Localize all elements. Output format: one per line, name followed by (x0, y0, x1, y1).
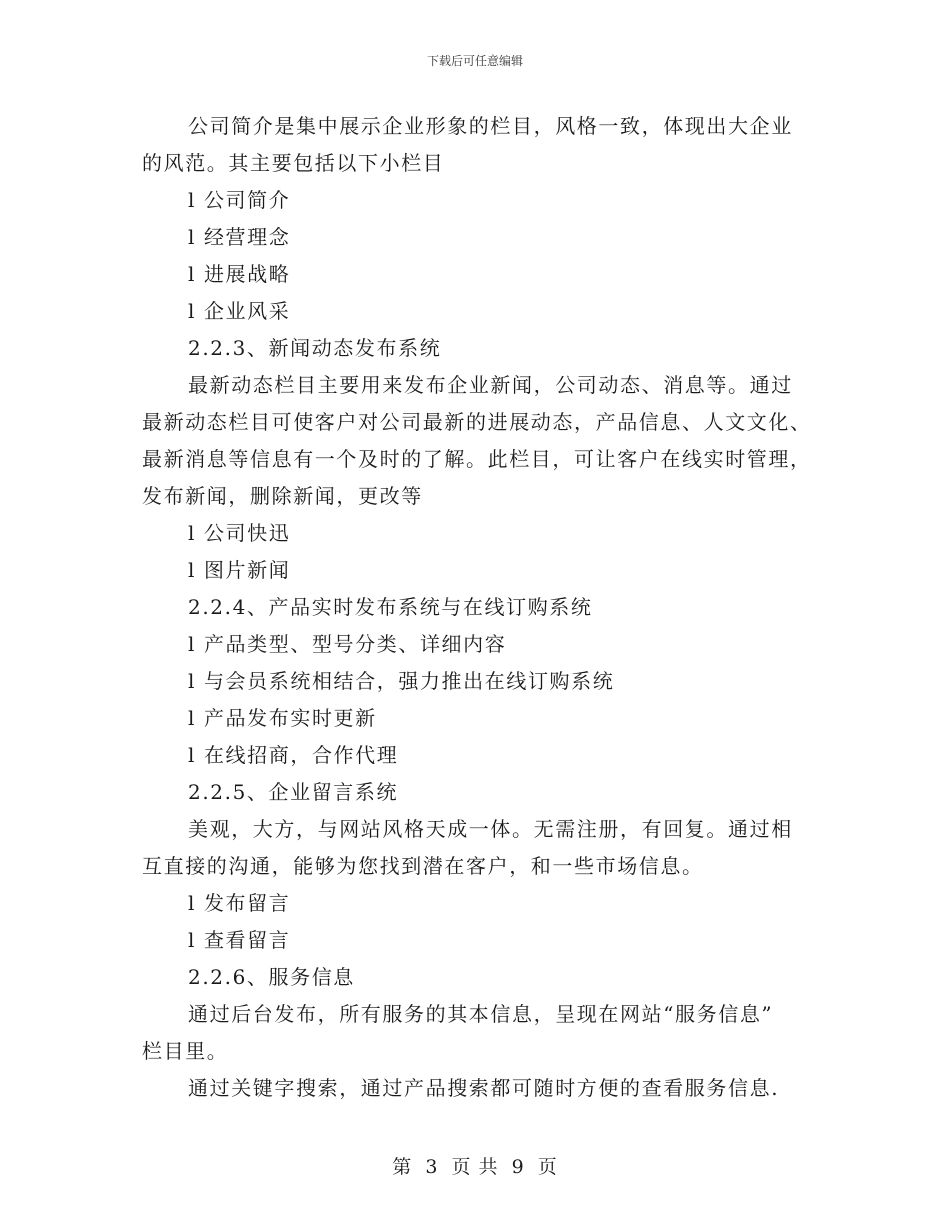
text-line: 美观，大方，与网站风格天成一体。无需注册，有回复。通过相 (188, 817, 793, 841)
text-line: 通过关键字搜索，通过产品搜索都可随时方便的查看服务信息. (188, 1076, 780, 1100)
footer-middle: 页 共 (451, 1156, 499, 1178)
footer-total-pages: 9 (511, 1156, 525, 1178)
text-line: 2.2.5、企业留言系统 (188, 780, 399, 804)
text-line: 2.2.3、新闻动态发布系统 (188, 336, 442, 360)
text-line: l 在线招商，合作代理 (188, 743, 399, 767)
text-line: l 企业风采 (188, 299, 291, 323)
text-line: 2.2.4、产品实时发布系统与在线订购系统 (188, 595, 593, 619)
text-line: l 图片新闻 (188, 558, 291, 582)
text-line: l 查看留言 (188, 928, 291, 952)
text-line: 发布新闻，删除新闻，更改等 (142, 484, 423, 508)
text-line: 通过后台发布，所有服务的其本信息，呈现在网站“服务信息” (188, 1002, 774, 1026)
text-line: l 公司快迅 (188, 521, 291, 545)
text-line: l 产品发布实时更新 (188, 706, 377, 730)
text-line: l 经营理念 (188, 225, 291, 249)
text-line: l 与会员系统相结合，强力推出在线订购系统 (188, 669, 615, 693)
document-body (142, 108, 814, 1107)
text-line: 最新动态栏目主要用来发布企业新闻，公司动态、消息等。通过 (188, 373, 793, 397)
footer-prefix: 第 (392, 1156, 413, 1178)
text-line: 栏目里。 (142, 1039, 229, 1063)
text-line: 2.2.6、服务信息 (188, 965, 355, 989)
text-line: 最新动态栏目可使客户对公司最新的进展动态，产品信息、人文文化、 (142, 410, 812, 434)
page-footer (0, 1152, 950, 1179)
text-line: l 产品类型、型号分类、详细内容 (188, 632, 507, 656)
text-line: l 公司简介 (188, 188, 291, 212)
footer-current-page: 3 (425, 1156, 439, 1178)
text-line: l 进展战略 (188, 262, 291, 286)
text-line: 互直接的沟通，能够为您找到潜在客户，和一些市场信息。 (142, 854, 704, 878)
footer-suffix: 页 (537, 1156, 558, 1178)
text-line: l 发布留言 (188, 891, 291, 915)
text-line: 的风范。其主要包括以下小栏目 (142, 151, 445, 175)
text-line: 最新消息等信息有一个及时的了解。此栏目，可让客户在线实时管理， (142, 447, 812, 471)
page-header: 下载后可任意编辑 (426, 54, 523, 68)
text-line: 公司简介是集中展示企业形象的栏目，风格一致，体现出大企业 (188, 114, 793, 138)
